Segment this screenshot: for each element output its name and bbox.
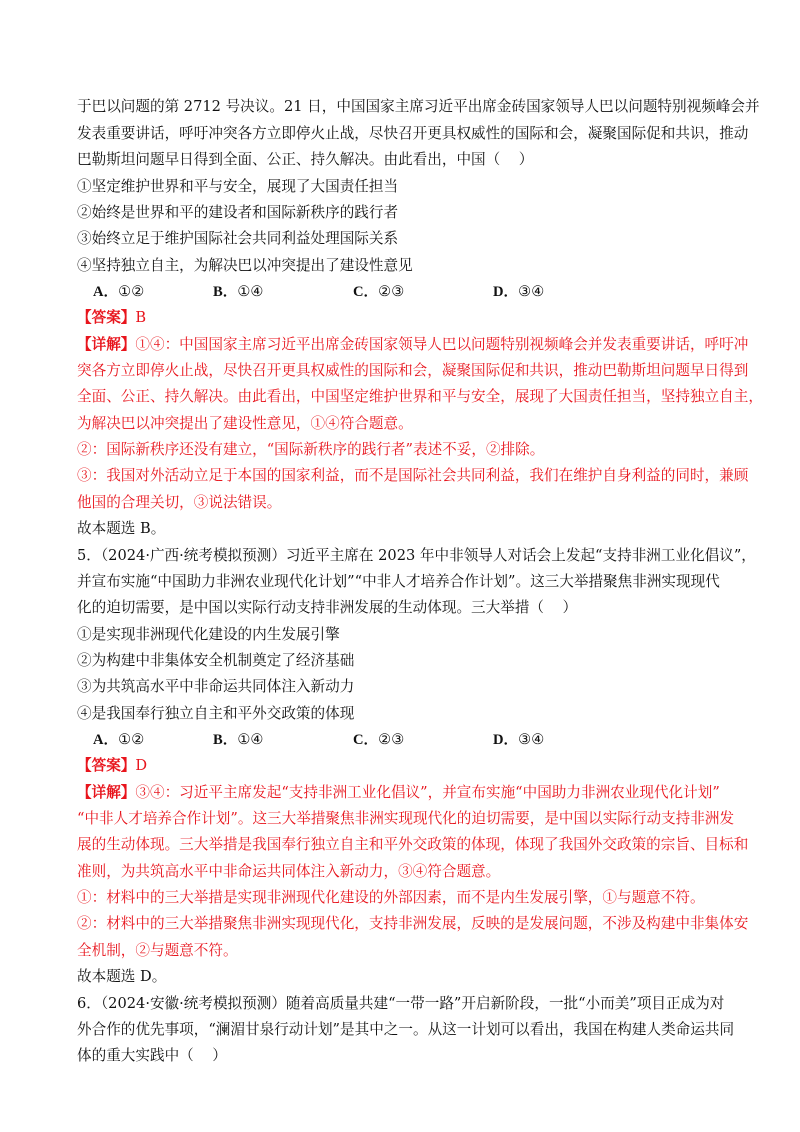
q4-explanation-7: 他国的合理关切，③说法错误。 xyxy=(77,494,282,511)
q5-explanation-2: “中非人才培养合作计划”。这三大举措聚焦非洲实现现代化的迫切需要，是中国以实际行动支持非洲发 xyxy=(77,810,735,827)
option-letter: B． xyxy=(213,732,238,748)
q4-statement-2: ②始终是世界和平的建设者和国际新秩序的践行者 xyxy=(77,204,399,221)
q5-option-b[interactable] xyxy=(213,730,264,750)
q4-statement-1: ①坚定维护世界和平与安全，展现了大国责任担当 xyxy=(77,178,399,195)
option-letter: A． xyxy=(93,732,119,748)
section-text: ①④：中国国家主席习近平出席金砖国家领导人巴以问题特别视频峰会并发表重要讲话，呼吁冲 xyxy=(135,336,749,353)
q5-explanation-3: 展的生动体现。三大举措是我国奉行独立自主和平外交政策的体现，体现了我国外交政策的宗旨、目标和 xyxy=(77,836,749,853)
option-text: ②③ xyxy=(378,731,405,748)
option-text: ②③ xyxy=(378,283,405,300)
q5-statement-1: ①是实现非洲现代化建设的内生发展引擎 xyxy=(77,626,340,643)
section-marker: 【答案】 xyxy=(77,309,136,326)
q4-stem-line-1: 于巴以问题的第 2712 号决议。21 日，中国国家主席习近平出席金砖国家领导人巴以问题特别视频峰会并 xyxy=(77,98,760,115)
q5-explanation-6: ②：材料中的三大举措聚焦非洲实现现代化，支持非洲发展，反映的是发展问题，不涉及构建中非集体安 xyxy=(77,915,749,932)
q4-explanation-4: 为解决巴以冲突提出了建设性意见，①④符合题意。 xyxy=(77,415,413,432)
q5-stem-line-3: 化的迫切需要，是中国以实际行动支持非洲发展的生动体现。三大举措（ ） xyxy=(77,599,578,616)
option-letter: D． xyxy=(493,732,519,748)
q5-option-d[interactable] xyxy=(493,730,544,750)
q4-explanation-6: ③：我国对外活动立足于本国的国家利益，而不是国际社会共同利益，我们在维护自身利益的同时，兼顾 xyxy=(77,467,749,484)
option-letter: A． xyxy=(93,284,119,300)
q5-explanation-1 xyxy=(77,783,720,803)
section-text: B xyxy=(135,309,147,326)
option-text: ①④ xyxy=(237,283,264,300)
q4-explanation-5: ②：国际新秩序还没有建立，“国际新秩序的践行者”表述不妥，②排除。 xyxy=(77,441,545,458)
q4-stem-line-3: 巴勒斯坦问题早日得到全面、公正、持久解决。由此看出，中国（ ） xyxy=(77,151,534,168)
q5-stem-line-2: 并宣布实施“中国助力非洲农业现代化计划”“中非人才培养合作计划”。这三大举措聚焦非洲实现现代 xyxy=(77,573,720,590)
q6-stem-line-3: 体的重大实践中（ ） xyxy=(77,1047,227,1064)
q5-option-c[interactable] xyxy=(353,730,404,750)
option-text: ①④ xyxy=(237,731,264,748)
q5-option-a[interactable] xyxy=(93,730,144,750)
option-text: ①② xyxy=(118,283,145,300)
q5-explanation-7: 全机制，②与题意不符。 xyxy=(77,942,238,959)
option-letter: D． xyxy=(493,284,519,300)
q4-explanation-1 xyxy=(77,335,748,355)
q6-stem-line-1: 6．（2024·安徽·统考模拟预测）随着高质量共建“一带一路”开启新阶段，一批“小而美”项目正成为对 xyxy=(77,995,725,1012)
q5-stem-line-1: 5．（2024·广西·统考模拟预测）习近平主席在 2023 年中非领导人对话会上发起“支持非洲工业化倡议”， xyxy=(77,547,756,564)
section-text: D xyxy=(135,757,148,774)
section-marker: 【详解】 xyxy=(77,336,136,353)
q4-statement-3: ③始终立足于维护国际社会共同利益处理国际关系 xyxy=(77,230,399,247)
section-marker: 【详解】 xyxy=(77,784,136,801)
option-letter: C． xyxy=(353,284,379,300)
q4-option-a[interactable] xyxy=(93,282,144,302)
q4-conclusion: 故本题选 B。 xyxy=(77,520,166,537)
q4-stem-line-2: 发表重要讲话，呼吁冲突各方立即停火止战，尽快召开更具权威性的国际和会，凝聚国际促和共识，推动 xyxy=(77,125,749,142)
q4-option-c[interactable] xyxy=(353,282,404,302)
q4-statement-4: ④坚持独立自主，为解决巴以冲突提出了建设性意见 xyxy=(77,257,413,274)
q4-option-d[interactable] xyxy=(493,282,544,302)
q4-option-b[interactable] xyxy=(213,282,264,302)
option-text: ①② xyxy=(118,731,145,748)
option-text: ③④ xyxy=(518,731,545,748)
option-text: ③④ xyxy=(518,283,545,300)
q6-stem-line-2: 外合作的优先事项，“澜湄甘泉行动计划”是其中之一。从这一计划可以看出，我国在构建人类命运共同 xyxy=(77,1021,735,1038)
q4-explanation-2: 突各方立即停火止战，尽快召开更具权威性的国际和会，凝聚国际促和共识，推动巴勒斯坦问题早日得到 xyxy=(77,362,749,379)
q5-statement-3: ③为共筑高水平中非命运共同体注入新动力 xyxy=(77,678,355,695)
q5-explanation-5: ①：材料中的三大举措是实现非洲现代化建设的外部因素，而不是内生发展引擎，①与题意不符。 xyxy=(77,889,705,906)
option-letter: B． xyxy=(213,284,238,300)
q5-statement-2: ②为构建中非集体安全机制奠定了经济基础 xyxy=(77,652,355,669)
q4-explanation-3: 全面、公正、持久解决。由此看出，中国坚定维护世界和平与安全，展现了大国责任担当，坚持独立自主， xyxy=(77,388,763,405)
q5-conclusion: 故本题选 D。 xyxy=(77,968,167,985)
q4-answer xyxy=(77,308,146,328)
option-letter: C． xyxy=(353,732,379,748)
q5-statement-4: ④是我国奉行独立自主和平外交政策的体现 xyxy=(77,705,355,722)
section-text: ③④：习近平主席发起“支持非洲工业化倡议”，并宣布实施“中国助力非洲农业现代化计划” xyxy=(135,784,720,801)
q5-explanation-4: 准则，为共筑高水平中非命运共同体注入新动力，③④符合题意。 xyxy=(77,863,501,880)
q5-answer xyxy=(77,756,147,776)
section-marker: 【答案】 xyxy=(77,757,136,774)
